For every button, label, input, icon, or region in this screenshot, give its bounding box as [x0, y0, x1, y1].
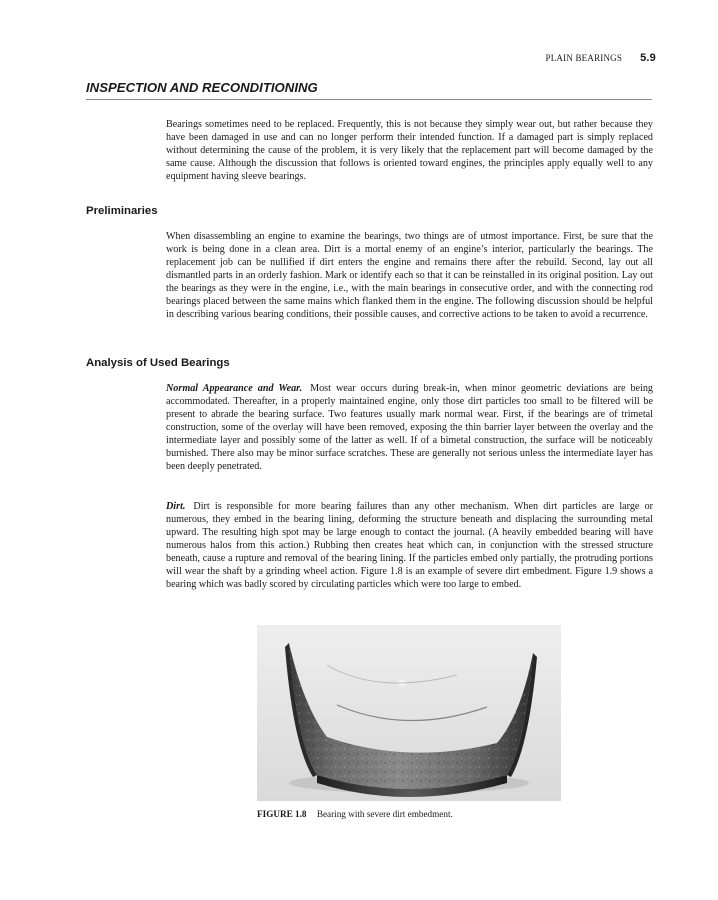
preliminaries-paragraph: When disassembling an engine to examine the bearings, two things are of utmost importance. First, be sure that the work is being done in a clean area. Dirt is a mortal enemy of an engine’s interior, particularly the bearings. The replacement job can be nullified if dirt enters the engine and remains there after the rebuild. Second, lay out all dismantled parts in an orderly fashion. Mark or identify each so that it can be reinstalled in its original position. Lay out the bearings as they were in the engine, i.e., with the main bearings in consecutive order, and with the connecting rod bearings placed between the same mains which flanked them in the engine. The following discussion should be helpful in describing various bearing conditions, their possible causes, and corrective actions to be taken to avoid a recurrence. [166, 231, 653, 321]
intro-paragraph: Bearings sometimes need to be replaced. Frequently, this is not because they simply wear out, but rather because they have been damaged in use and can no longer perform their intended function. If a damaged part is simply replaced without determining the cause of the problem, it is very likely that the replacement part will become damaged by the same cause. Although the discussion that follows is oriented toward engines, the principles apply equally well to any equipment having sleeve bearings. [166, 119, 653, 183]
analysis-heading: Analysis of Used Bearings [86, 357, 230, 369]
preliminaries-heading: Preliminaries [86, 205, 158, 217]
normal-wear-paragraph [166, 382, 653, 473]
running-head [546, 52, 656, 64]
figure-caption [257, 809, 453, 819]
normal-wear-run-in: Normal Appearance and Wear. [166, 383, 303, 394]
normal-wear-body: Most wear occurs during break-in, when minor geometric deviations are being accommodated. Thereafter, in a properly maintained engine, only those dirt particles too small to be filtered will be present to abrade the bearing surface. Two features usually mark normal wear. First, if the bearings are of trimetal construction, some of the overlay will have been removed, exposing the thin barrier layer between the overlay and the intermediate layer and possibly some of the latter as well. If of a bimetal construction, the surface will be noticeably burnished. There also may be minor surface scratches. These are generally not serious unless the intermediate layer has been deeply penetrated. [166, 383, 653, 473]
bearing-photo [257, 625, 561, 801]
running-title: PLAIN BEARINGS [545, 53, 623, 63]
dirt-paragraph [166, 500, 653, 591]
page-number: 5.9 [640, 52, 656, 64]
figure-caption-text: Bearing with severe dirt embedment. [316, 809, 453, 819]
bearing-illustration [257, 625, 561, 801]
dirt-body: Dirt is responsible for more bearing failures than any other mechanism. When dirt particles are large or numerous, they embed in the bearing lining, deforming the structure beneath and displacing the surrounding metal upward. The resulting high spot may be large enough to contact the journal. (A heavily embedded bearing will have numerous halos from this action.) Rubbing then creates heat which can, in conjunction with the stressed structure beneath, cause a rupture and removal of the bearing lining. If the particles embed only partially, the protruding portions will wear the shaft by a grinding wheel action. Figure 1.8 is an example of severe dirt embedment. Figure 1.9 shows a bearing which was badly scored by circulating particles which were too large to embed. [166, 501, 653, 591]
figure-label: FIGURE 1.8 [257, 809, 307, 819]
section-title: INSPECTION AND RECONDITIONING [86, 80, 652, 100]
dirt-run-in: Dirt. [166, 501, 186, 512]
